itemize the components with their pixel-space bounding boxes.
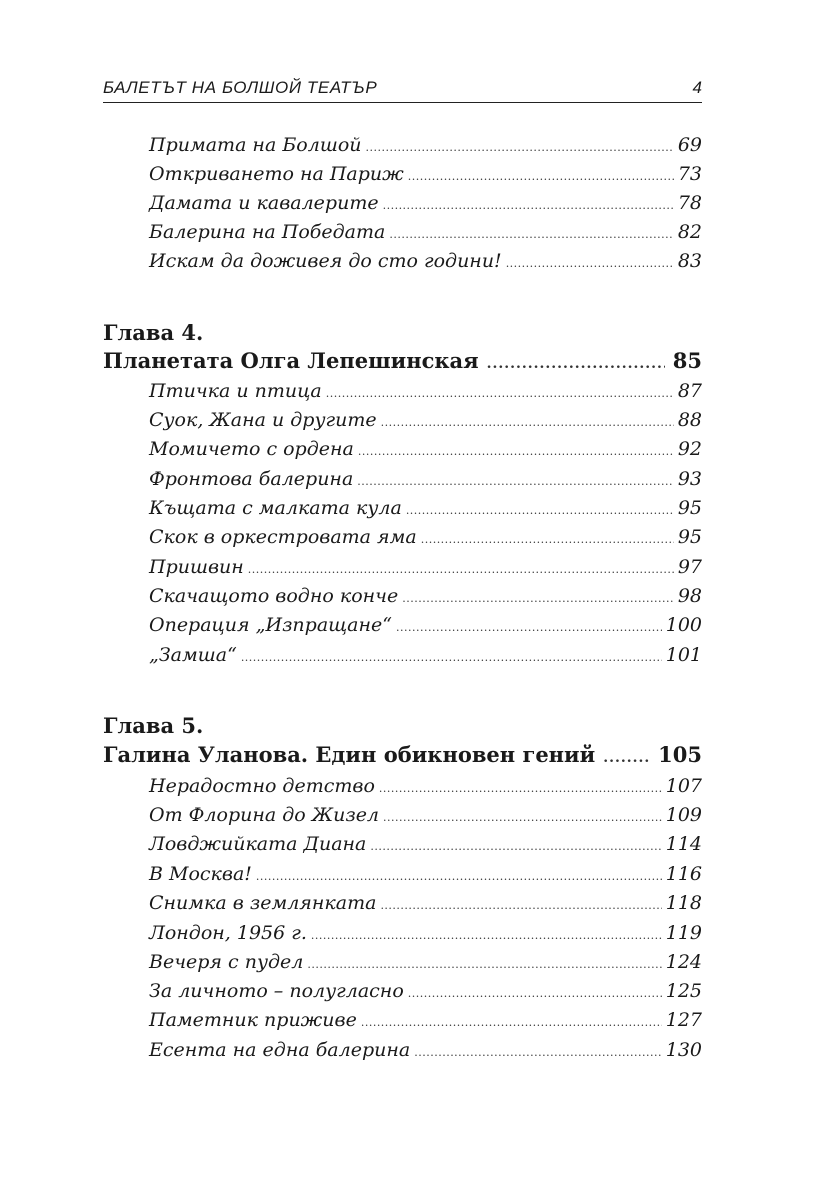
dot-leader <box>402 592 674 605</box>
entry-title: Пришвин <box>149 556 244 578</box>
toc-entry <box>149 922 702 951</box>
entry-page: 127 <box>665 1009 702 1031</box>
entry-page: 130 <box>665 1039 702 1061</box>
toc-entry <box>149 221 702 250</box>
toc-entry <box>149 409 702 438</box>
dot-leader <box>487 356 665 372</box>
toc-entry <box>149 951 702 980</box>
toc-entry <box>149 438 702 467</box>
dot-leader <box>383 811 662 824</box>
chapter-title: Галина Уланова. Един обикновен гений <box>103 742 596 767</box>
toc-entry <box>149 833 702 862</box>
dot-leader <box>389 228 673 241</box>
entry-title: Откриването на Париж <box>149 163 404 185</box>
entry-title: Скачащото водно конче <box>149 585 399 607</box>
entry-page: 88 <box>677 409 702 431</box>
dot-leader <box>383 199 674 212</box>
entry-page: 93 <box>677 468 702 490</box>
dot-leader <box>307 958 661 971</box>
toc-entry <box>149 497 702 526</box>
dot-leader <box>380 899 661 912</box>
dot-leader <box>248 563 674 576</box>
chapter-5-label: Глава 5. <box>103 713 204 738</box>
entry-page: 124 <box>665 951 702 973</box>
toc-entry <box>149 250 702 279</box>
toc-entry <box>149 892 702 921</box>
page-number: 4 <box>692 78 702 97</box>
entry-page: 82 <box>677 221 702 243</box>
toc-entry <box>149 863 702 892</box>
entry-title: В Москва! <box>149 863 252 885</box>
dot-leader <box>357 475 674 488</box>
toc-entry <box>149 134 702 163</box>
dot-leader <box>366 141 674 154</box>
entry-title: Снимка в землянката <box>149 892 377 914</box>
dot-leader <box>506 257 674 270</box>
entry-title: Вечеря с пудел <box>149 951 304 973</box>
toc-entry <box>149 163 702 192</box>
entry-title: Суок, Жана и другите <box>149 409 377 431</box>
entry-title: Ловджийката Диана <box>149 833 367 855</box>
entry-page: 109 <box>665 804 702 826</box>
dot-leader <box>379 782 662 795</box>
toc-entry <box>149 380 702 409</box>
toc-entry <box>149 804 702 833</box>
chapter-page: 105 <box>658 742 702 767</box>
dot-leader <box>311 929 662 942</box>
entry-page: 95 <box>677 497 702 519</box>
entry-page: 114 <box>665 833 702 855</box>
toc-entry <box>149 468 702 497</box>
dot-leader <box>370 840 661 853</box>
toc-entry <box>149 585 702 614</box>
entry-page: 125 <box>665 980 702 1002</box>
entry-page: 95 <box>677 526 702 548</box>
entry-page: 73 <box>677 163 702 185</box>
entry-title: Операция „Изпращане“ <box>149 614 392 636</box>
toc-entry <box>149 1009 702 1038</box>
entry-page: 98 <box>677 585 702 607</box>
entry-page: 116 <box>665 863 702 885</box>
toc-entry <box>149 644 702 673</box>
book-title: БАЛЕТЪТ НА БОЛШОЙ ТЕАТЪР <box>103 78 378 97</box>
entry-title: От Флорина до Жизел <box>149 804 380 826</box>
dot-leader <box>256 870 662 883</box>
toc-entry <box>149 556 702 585</box>
entry-title: Скок в оркестровата яма <box>149 526 417 548</box>
entry-page: 100 <box>665 614 702 636</box>
running-header <box>103 78 702 103</box>
entry-page: 78 <box>677 192 702 214</box>
entry-title: Примата на Болшой <box>149 134 362 156</box>
entry-page: 97 <box>677 556 702 578</box>
dot-leader <box>603 750 650 766</box>
entry-page: 107 <box>665 775 702 797</box>
toc-entry <box>149 614 702 643</box>
toc-entry <box>149 775 702 804</box>
toc-entry <box>149 980 702 1009</box>
dot-leader <box>421 533 674 546</box>
entry-title: Птичка и птица <box>149 380 322 402</box>
chapter-4-label: Глава 4. <box>103 320 204 345</box>
dot-leader <box>326 387 674 400</box>
entry-page: 119 <box>665 922 702 944</box>
entry-page: 69 <box>677 134 702 156</box>
entry-title: Искам да доживея до сто години! <box>149 250 502 272</box>
entry-title: Есента на една балерина <box>149 1039 411 1061</box>
dot-leader <box>358 445 674 458</box>
dot-leader <box>396 621 662 634</box>
entry-title: Нерадостно детство <box>149 775 375 797</box>
entry-title: Момичето с ордена <box>149 438 354 460</box>
entry-title: „Замша“ <box>149 644 237 666</box>
entry-title: Балерина на Победата <box>149 221 386 243</box>
chapter-title: Планетата Олга Лепешинская <box>103 348 479 373</box>
entry-page: 83 <box>677 250 702 272</box>
toc-entry <box>149 526 702 555</box>
dot-leader <box>361 1016 662 1029</box>
chapter-page: 85 <box>672 348 702 373</box>
dot-leader <box>408 170 674 183</box>
entry-page: 118 <box>665 892 702 914</box>
entry-page: 87 <box>677 380 702 402</box>
dot-leader <box>381 416 674 429</box>
dot-leader <box>241 651 662 664</box>
toc-entry <box>149 1039 702 1068</box>
entry-title: Къщата с малката кула <box>149 497 402 519</box>
toc-entry <box>149 192 702 221</box>
entry-title: Паметник приживе <box>149 1009 357 1031</box>
chapter-4-heading <box>103 348 702 380</box>
entry-page: 92 <box>677 438 702 460</box>
dot-leader <box>406 504 674 517</box>
entry-title: Лондон, 1956 г. <box>149 922 307 944</box>
dot-leader <box>408 987 662 1000</box>
chapter-5-heading <box>103 742 702 774</box>
dot-leader <box>414 1046 662 1059</box>
entry-title: Фронтова балерина <box>149 468 354 490</box>
entry-page: 101 <box>665 644 702 666</box>
entry-title: За личното – полугласно <box>149 980 404 1002</box>
entry-title: Дамата и кавалерите <box>149 192 379 214</box>
